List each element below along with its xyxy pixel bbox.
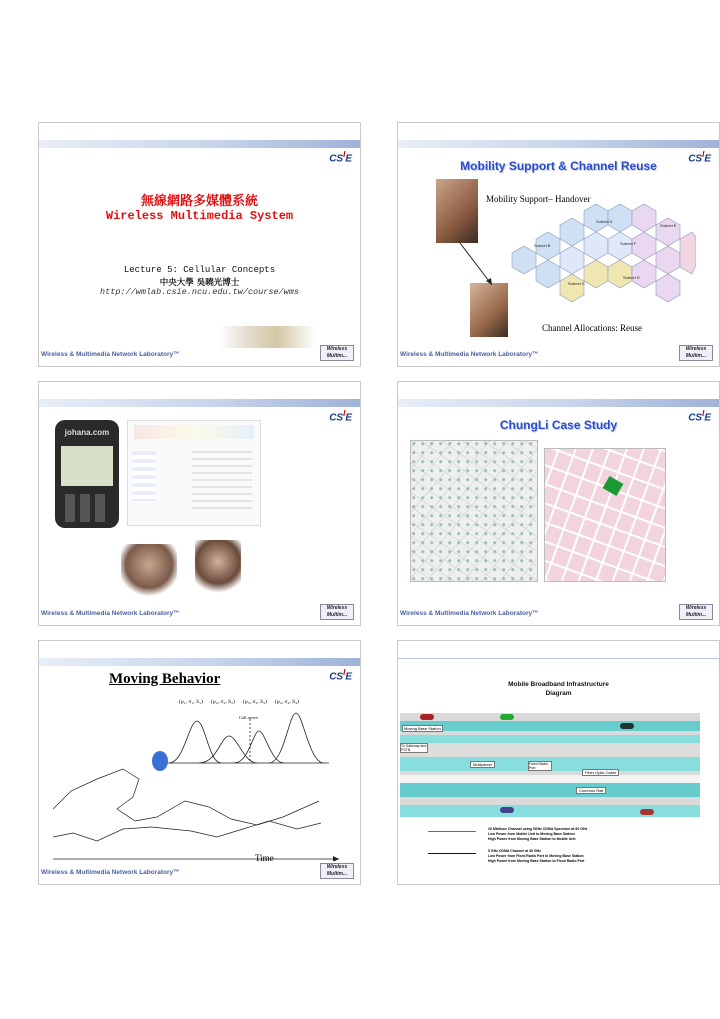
moving-behavior-diagram <box>39 701 360 861</box>
phone-keypad <box>65 494 109 522</box>
slide-title: ChungLi Case Study <box>499 418 618 432</box>
label-common-rail: Common Rail <box>576 787 606 794</box>
legend-1-line-1: 20 Mbit/sec Channel using 5GHz CDMA Spectrum at 60 GHz <box>488 827 588 831</box>
call-arrive-label: Call arrive <box>239 715 259 720</box>
header-bar <box>39 399 360 407</box>
top-line <box>398 658 719 659</box>
reuse-caption: Channel Allocations: Reuse <box>542 323 642 333</box>
legend-2-line-3: High Power from Moving Base Station to Fixed Radio Port <box>488 859 585 863</box>
legend-2-line-2: Low Power from Fixed Radio Port to Moving Base Station <box>488 854 584 858</box>
cell-label-a: Subnet A <box>596 219 613 224</box>
footer-logo: Wireless Multim... <box>679 345 713 361</box>
footer-text: Wireless & Multimedia Network Laboratory™ <box>400 610 539 617</box>
label-moving-base-station: Moving Base Station <box>404 726 441 731</box>
legend-1-line-2: Low Power from Mobile Unit to Moving Base Station <box>488 832 575 836</box>
lecture-title: Lecture 5: Cellular Concepts <box>123 265 276 275</box>
header-bar <box>398 399 719 407</box>
phone-brand: johana.com <box>64 428 110 437</box>
car <box>500 714 514 720</box>
phone-screen <box>61 446 113 486</box>
woman-phone-photo-2 <box>470 283 508 337</box>
cell-label-f: Subnet F <box>620 241 637 246</box>
csie-logo: $CS^IE$ <box>688 409 711 424</box>
car <box>420 714 434 720</box>
course-url[interactable]: http://wmlab.csie.ncu.edu.tw/course/wms <box>100 287 299 297</box>
slide-chungli <box>397 381 720 626</box>
network-map <box>410 440 538 582</box>
cell-label-d: Subnet D <box>623 275 640 280</box>
tuple-2: (μ₂, σ₂, S₂) <box>211 699 235 705</box>
csie-logo: $CS^IE$ <box>329 409 352 424</box>
footer-text: Wireless & Multimedia Network Laboratory™ <box>400 351 539 358</box>
header-bar <box>39 140 360 148</box>
slide-mobility <box>397 122 720 367</box>
footer-text: Wireless & Multimedia Network Laboratory™ <box>41 869 180 876</box>
legend-1-line-3: High Power from Moving Base Station to Mobile Unit <box>488 837 576 841</box>
author: 中央大學 吳曉光博士 <box>159 278 240 288</box>
car <box>620 723 634 729</box>
label-fiber-optic: Fiber Optic Cable <box>582 769 619 776</box>
cell-label-b: Subnet B <box>534 243 551 248</box>
slide-title <box>38 122 361 367</box>
tuple-1: (μ₁, σ₁, S₁) <box>179 699 203 705</box>
cell-label-e: Subnet E <box>660 223 677 228</box>
csie-logo: $CS^IE$ <box>329 150 352 165</box>
header-bar <box>39 658 360 666</box>
slide-title: Moving Behavior <box>109 671 221 687</box>
slide-phone-service <box>38 381 361 626</box>
csie-logo: $CS^IE$ <box>329 668 352 683</box>
footer-logo: Wireless Multim... <box>679 604 713 620</box>
diagram-title-1: Mobile Broadband Infrastructure <box>508 681 609 688</box>
car <box>640 809 654 815</box>
mobile-node <box>152 751 168 771</box>
footer-text: Wireless & Multimedia Network Laboratory™ <box>41 610 180 617</box>
car <box>500 807 514 813</box>
label-multiplexer: Multiplexer <box>470 761 495 768</box>
tuple-4: (μ₄, σ₄, S₄) <box>275 699 299 705</box>
handover-arrow <box>458 241 498 291</box>
title-chinese: 無線網路多媒體系統 <box>140 194 258 209</box>
label-gateway: To Gateway and PSTN <box>401 744 427 752</box>
csie-logo: $CS^IE$ <box>688 150 711 165</box>
footer-logo: Wireless Multim... <box>320 345 354 361</box>
handover-caption: Mobility Support– Handover <box>486 194 591 204</box>
footer-logo: Wireless Multim... <box>320 863 354 879</box>
street-map <box>544 448 666 582</box>
tuple-3: (μ₃, σ₃, S₃) <box>243 699 267 705</box>
diagram-title-2: Diagram <box>545 690 572 697</box>
time-axis-label: Time <box>255 853 274 863</box>
title-english: Wireless Multimedia System <box>105 209 294 223</box>
green-area <box>603 476 624 496</box>
label-fixed-radio-port: Fixed Radio Port <box>528 761 552 771</box>
slide-title: Mobility Support & Channel Reuse <box>460 159 657 173</box>
website-screenshot <box>127 420 261 526</box>
people-photo-1 <box>121 544 177 596</box>
woman-phone-photo-1 <box>436 179 478 243</box>
mobile-phone-image <box>55 420 119 528</box>
header-bar <box>398 140 719 148</box>
slide-moving-behavior <box>38 640 361 885</box>
slide-broadband-diagram <box>397 640 720 885</box>
cell-label-c: Subnet C <box>568 281 585 286</box>
highway-diagram <box>400 713 700 817</box>
footer-logo: Wireless Multim... <box>320 604 354 620</box>
lab-logo-image <box>219 326 315 348</box>
people-photo-2 <box>195 540 241 594</box>
footer-text: Wireless & Multimedia Network Laboratory™ <box>41 351 180 358</box>
legend-2-line-1: 5 GHz CDMA Channel at 40 GHz <box>488 849 541 853</box>
